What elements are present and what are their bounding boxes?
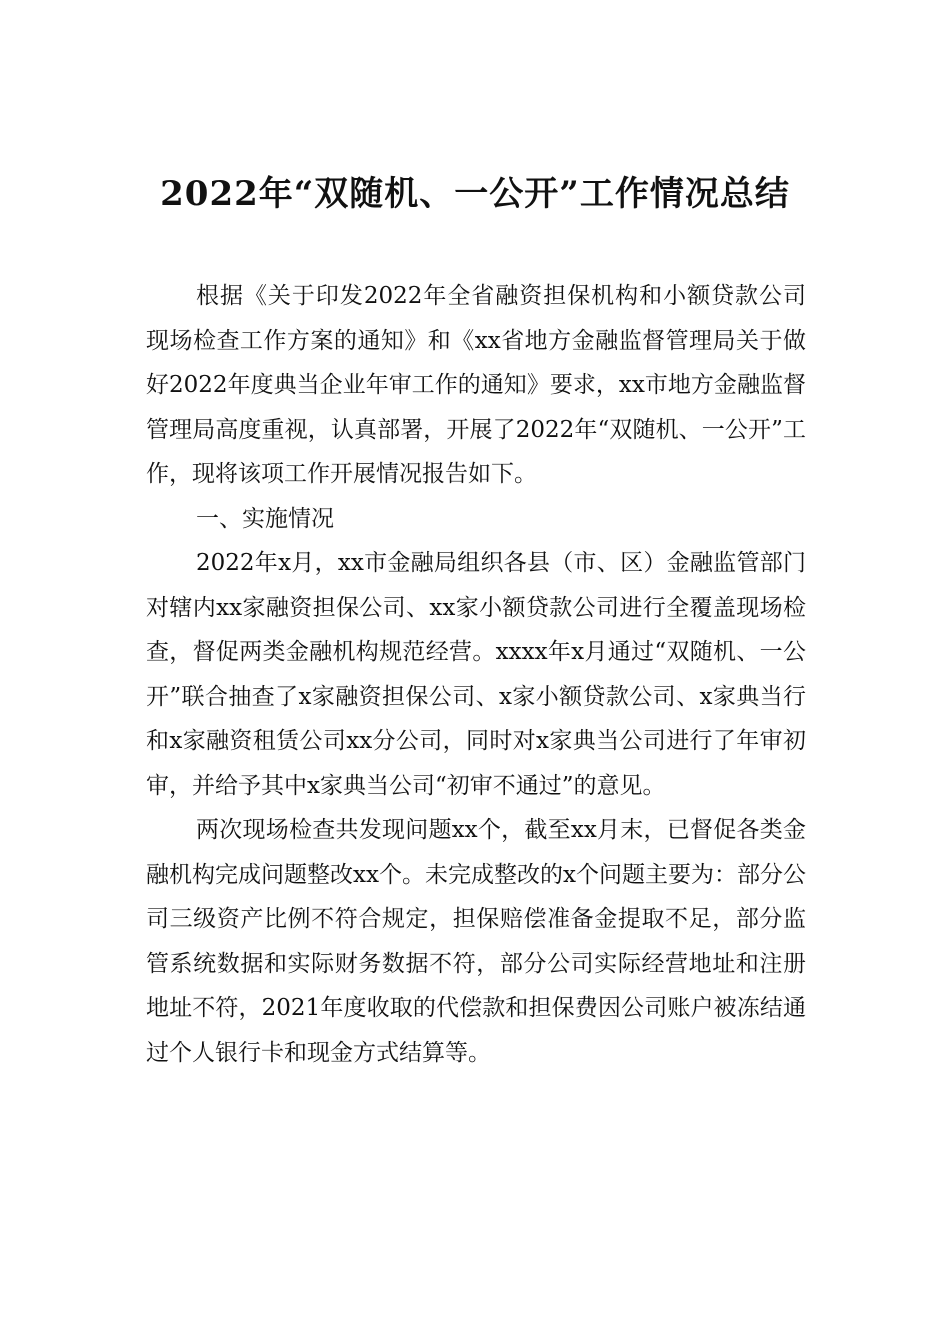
section-paragraph: 两次现场检查共发现问题xx个，截至xx月末，已督促各类金融机构完成问题整改xx个。未完成整改的x个问题主要为：部分公司三级资产比例不符合规定，担保赔偿准备金提取不足，部分监管系统数据和实际财务数据不符，部分公司实际经营地址和注册地址不符，2021年度收取的代偿款和担保费因公司账户被冻结通过个人银行卡和现金方式结算等。 — [146, 817, 806, 1066]
document-body — [146, 274, 806, 1075]
document-title: 2022年“双随机、一公开”工作情况总结 — [160, 174, 790, 214]
section-paragraph: 2022年x月，xx市金融局组织各县（市、区）金融监管部门对辖内xx家融资担保公司、xx家小额贷款公司进行全覆盖现场检查，督促两类金融机构规范经营。xxxx年x月通过“双随机、一公开”联合抽查了x家融资担保公司、x家小额贷款公司、x家典当行和x家融资租赁公司xx分公司，同时对x家典当公司进行了年审初审，并给予其中x家典当公司“初审不通过”的意见。 — [146, 550, 806, 799]
section-heading-implementation: 一、实施情况 — [196, 505, 334, 532]
intro-paragraph: 根据《关于印发2022年全省融资担保机构和小额贷款公司现场检查工作方案的通知》和《xx省地方金融监督管理局关于做好2022年度典当企业年审工作的通知》要求，xx市地方金融监督管理局高度重视，认真部署，开展了2022年“双随机、一公开”工作，现将该项工作开展情况报告如下。 — [146, 283, 806, 487]
